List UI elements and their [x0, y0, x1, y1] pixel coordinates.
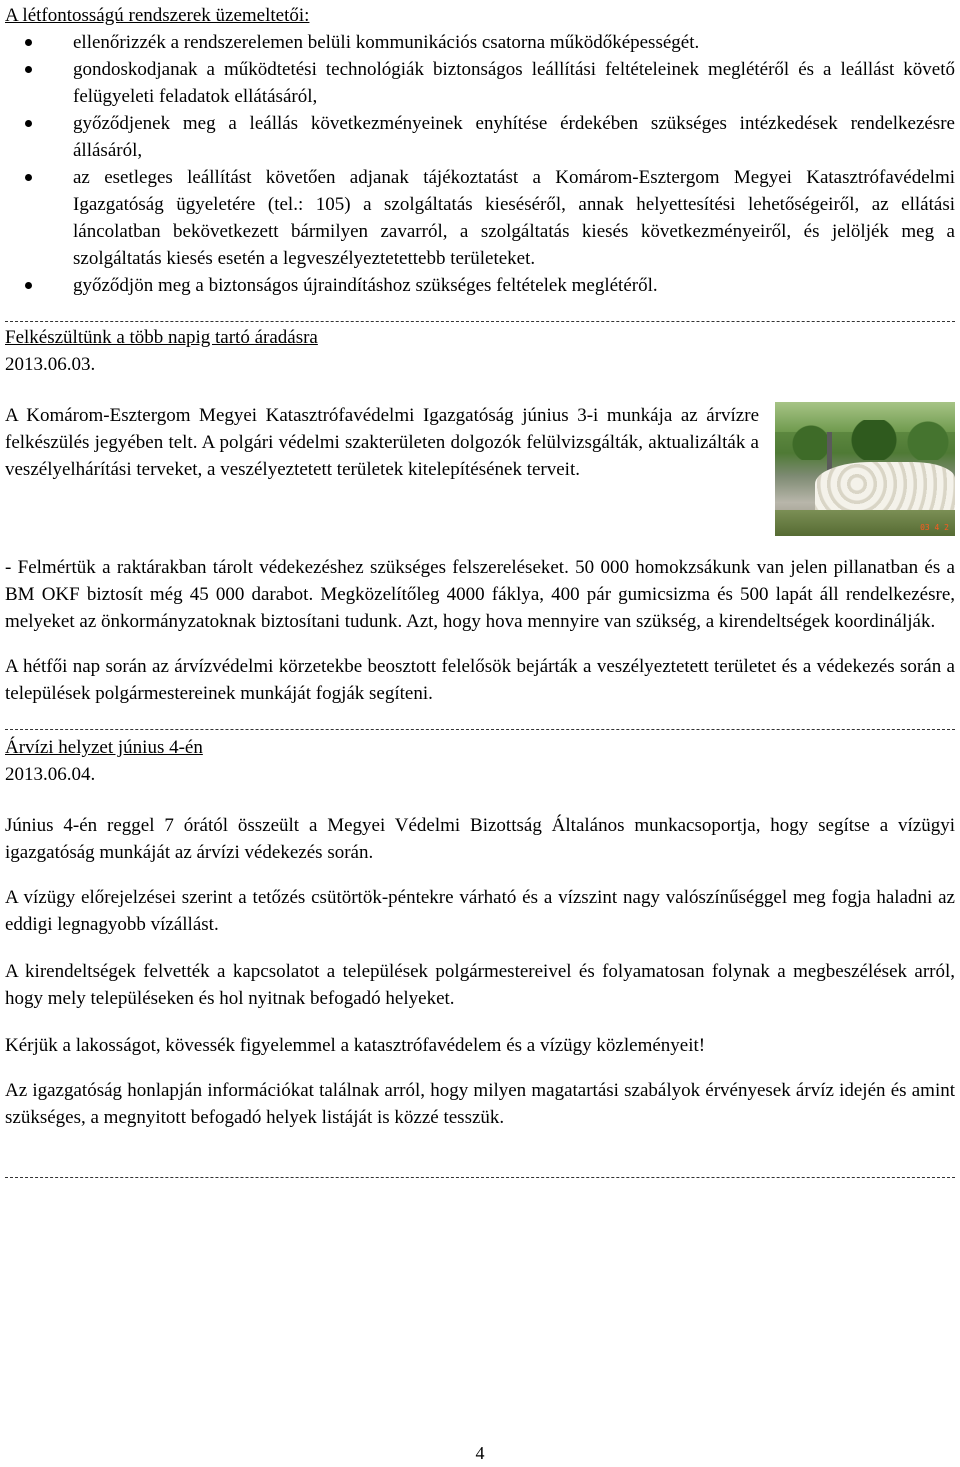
section-divider [5, 1177, 955, 1178]
bullet-item: ellenőrizzék a rendszerelemen belüli kommunikációs csatorna működőképességét. [5, 29, 955, 56]
section-heading: Felkészültünk a több napig tartó áradásra [5, 327, 318, 348]
bullet-list [5, 29, 955, 299]
paragraph: A Komárom-Esztergom Megyei Katasztrófavédelmi Igazgatóság június 3-i munkája az árvízre felkészülés jegyében telt. A polgári védelmi szakterületen dolgozók felülvizsgálták, aktualizálták a veszélyelhárítási terveket, a veszélyeztetett területek kitelepítésének terveit. [5, 405, 759, 480]
section-heading: Árvízi helyzet június 4-én [5, 737, 203, 758]
section-divider [5, 729, 955, 730]
section-flood-situation [5, 734, 955, 1131]
section-divider [5, 321, 955, 322]
document-page [5, 0, 955, 1178]
bullet-item: győződjön meg a biztonságos újraindításhoz szükséges feltételek meglétéről. [5, 272, 955, 299]
section-flood-preparation [5, 324, 955, 707]
paragraph-block [5, 402, 955, 542]
paragraph: Az igazgatóság honlapján információkat találnak arról, hogy milyen magatartási szabályok érvényesek árvíz idején és amint szükséges, a megnyitott befogadó helyek listáját is közzé tesszük. [5, 1080, 955, 1128]
section-critical-systems [5, 2, 955, 299]
photo-date-stamp: 03 4 2 [920, 523, 949, 532]
paragraph: Június 4-én reggel 7 órától összeült a Megyei Védelmi Bizottság Általános munkacsoportja, hogy segítse a vízügyi igazgatóság munkáját az árvízi védekezés során. [5, 815, 955, 863]
paragraph: A hétfői nap során az árvízvédelmi körzetekbe beosztott felelősök bejárták a veszélyeztetett területet és a védekezés során a települések polgármestereinek munkáját fogják segíteni. [5, 656, 955, 704]
sandbags-photo [775, 402, 955, 536]
paragraph: A kirendeltségek felvették a kapcsolatot a települések polgármestereivel és folyamatosan folynak a megbeszélések arról, hogy mely településeken és hol nyitnak befogadó helyeket. [5, 961, 955, 1009]
paragraph: A vízügy előrejelzései szerint a tetőzés csütörtök-péntekre várható és a vízszint nagy valószínűséggel meg fogja haladni az eddigi legnagyobb vízállást. [5, 887, 955, 935]
section-date: 2013.06.04. [5, 764, 96, 785]
section-heading: A létfontosságú rendszerek üzemeltetői: [5, 5, 310, 26]
page-number: 4 [475, 1443, 485, 1463]
bullet-item: győződjenek meg a leállás következményeinek enyhítése érdekében szükséges intézkedések rendelkezésre állásáról, [5, 110, 955, 164]
paragraph: Kérjük a lakosságot, kövessék figyelemmel a katasztrófavédelem és a vízügy közleményeit! [5, 1035, 706, 1056]
bullet-item: az esetleges leállítást követően adjanak tájékoztatást a Komárom-Esztergom Megyei Katasztrófavédelmi Igazgatóság ügyeletére (tel.: 105) a szolgáltatás kieséséről, annak helyettesítési lehetőségeiről, az ellátási láncolatban bekövetkezett bármilyen zavarról, a szolgáltatás kiesés következményeiről, és jelöljék meg a szolgáltatás kiesés esetén a legveszélyeztetettebb területeket. [5, 164, 955, 272]
bullet-item: gondoskodjanak a működtetési technológiák biztonságos leállítási feltételeinek meglétéről és a leállást követő felügyeleti feladatok ellátásáról, [5, 56, 955, 110]
paragraph: - Felmértük a raktárakban tárolt védekezéshez szükséges felszereléseket. 50 000 homokzsákunk van jelen pillanatban és a BM OKF biztosít még 45 000 darabot. Megközelítőleg 4000 fáklya, 400 pár gumicsizma és 500 lapát áll rendelkezésre, melyeket az önkormányzatoknak biztosítani tudunk. Azt, hogy hova mennyire van szükség, a kirendeltségek koordinálják. [5, 557, 955, 632]
section-date: 2013.06.03. [5, 354, 96, 375]
